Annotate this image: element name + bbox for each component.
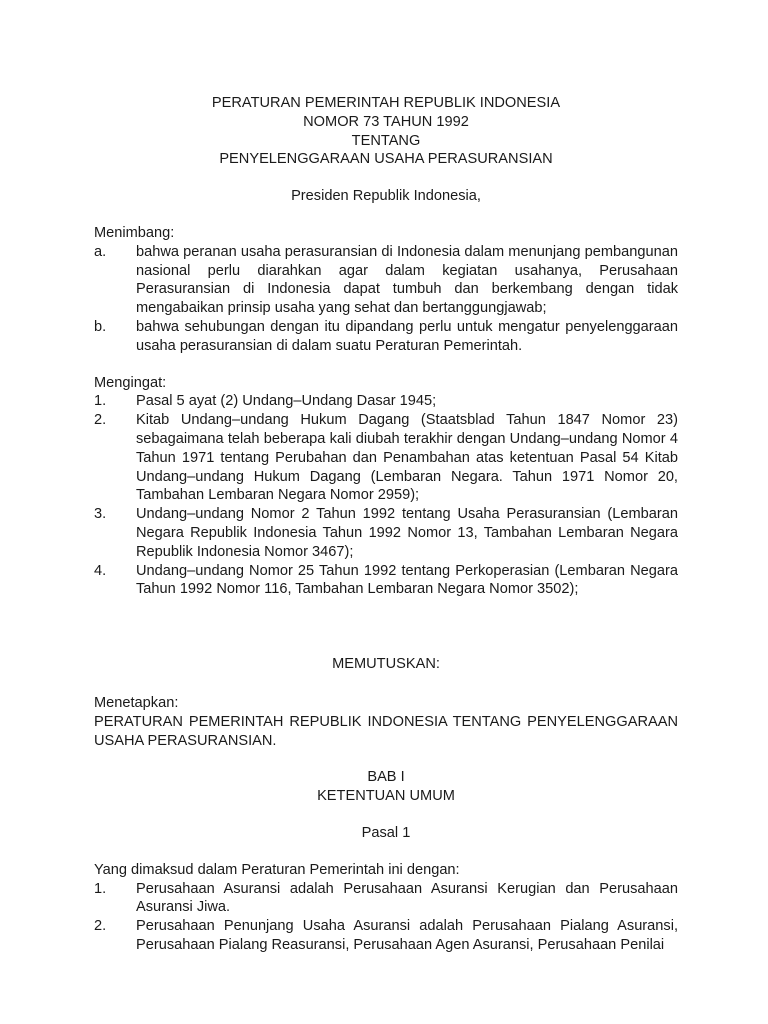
title-line-4: PENYELENGGARAAN USAHA PERASURANSIAN (219, 151, 553, 168)
menimbang-section (94, 224, 678, 356)
title-line-2: NOMOR 73 TAHUN 1992 (303, 113, 469, 130)
mengingat-item (94, 562, 678, 600)
menetapkan-label: Menetapkan: (94, 694, 179, 711)
definition-item (94, 880, 678, 918)
list-marker: 2. (94, 918, 107, 935)
bab-title: KETENTUAN UMUM (317, 788, 455, 805)
memutuskan-heading: MEMUTUSKAN: (332, 656, 440, 673)
title-line-1: PERATURAN PEMERINTAH REPUBLIK INDONESIA (211, 95, 561, 111)
list-item-text: Kitab Undang–undang Hukum Dagang (Staatsblad Tahun 1847 Nomor 23) sebagaimana telah beberapa kali diubah terakhir dengan Undang–undang Nomor 4 Tahun 1971 tentang Perubahan dan Penambahan atas ketentuan Pasal 54 Kitab Undang–undang Hukum Dagang (Lembaran Negara. Tahun 1971 Nomor 20, Tambahan Lembaran Negara Nomor 2959); (136, 412, 678, 504)
menimbang-item (94, 318, 678, 356)
list-marker: b. (94, 318, 107, 335)
list-item-text: bahwa peranan usaha perasuransian di Indonesia dalam menunjang pembangunan nasional perlu diarahkan agar dalam kegiatan usahanya, Perusahaan Perasuransian di Indonesia dapat tumbuh dan berkembang dengan tidak mengabaikan prinsip usaha yang sehat dan bertanggungjawab; (136, 243, 678, 317)
menimbang-label: Menimbang: (94, 224, 175, 241)
mengingat-section (94, 374, 678, 600)
bab-number: BAB I (367, 769, 405, 786)
list-marker: 4. (94, 562, 107, 579)
list-item-text: Perusahaan Asuransi adalah Perusahaan Asuransi Kerugian dan Perusahaan Asuransi Jiwa. (136, 880, 678, 916)
definitions-section (94, 861, 678, 955)
president-line: Presiden Republik Indonesia, (291, 188, 481, 205)
list-item-text: Undang–undang Nomor 25 Tahun 1992 tentang Perkoperasian (Lembaran Negara Tahun 1992 Nomor 116, Tambahan Lembaran Negara Nomor 3502); (136, 562, 678, 598)
title-line-3: TENTANG (351, 132, 421, 149)
list-marker: 1. (94, 393, 107, 410)
list-marker: a. (94, 243, 107, 260)
mengingat-item (94, 392, 678, 411)
bab-heading (94, 768, 678, 806)
menetapkan-section (94, 694, 678, 750)
menetapkan-text: PERATURAN PEMERINTAH REPUBLIK INDONESIA TENTANG PENYELENGGARAAN USAHA PERASURANSIAN. (94, 713, 678, 749)
definitions-intro: Yang dimaksud dalam Peraturan Pemerintah ini dengan: (94, 861, 460, 878)
list-marker: 1. (94, 880, 107, 897)
definition-item (94, 917, 678, 955)
list-marker: 3. (94, 506, 107, 523)
list-marker: 2. (94, 412, 107, 429)
list-item-text: Undang–undang Nomor 2 Tahun 1992 tentang Usaha Perasuransian (Lembaran Negara Republik Indonesia Tahun 1992 Nomor 13, Tambahan Lembaran Negara Republik Indonesia Nomor 3467); (136, 506, 678, 560)
mengingat-label: Mengingat: (94, 374, 167, 391)
document-title-block (94, 94, 678, 169)
menimbang-item (94, 243, 678, 318)
list-item-text: Pasal 5 ayat (2) Undang–Undang Dasar 1945; (136, 393, 437, 410)
mengingat-item (94, 411, 678, 505)
list-item-text: bahwa sehubungan dengan itu dipandang perlu untuk mengatur penyelenggaraan usaha perasuransian di dalam suatu Peraturan Pemerintah. (136, 318, 678, 354)
list-item-text: Perusahaan Penunjang Usaha Asuransi adalah Perusahaan Pialang Asuransi, Perusahaan Pialang Reasuransi, Perusahaan Agen Asuransi, Perusahaan Penilai (136, 918, 678, 953)
mengingat-item (94, 505, 678, 561)
pasal-heading: Pasal 1 (361, 824, 411, 841)
document-page (94, 94, 678, 955)
